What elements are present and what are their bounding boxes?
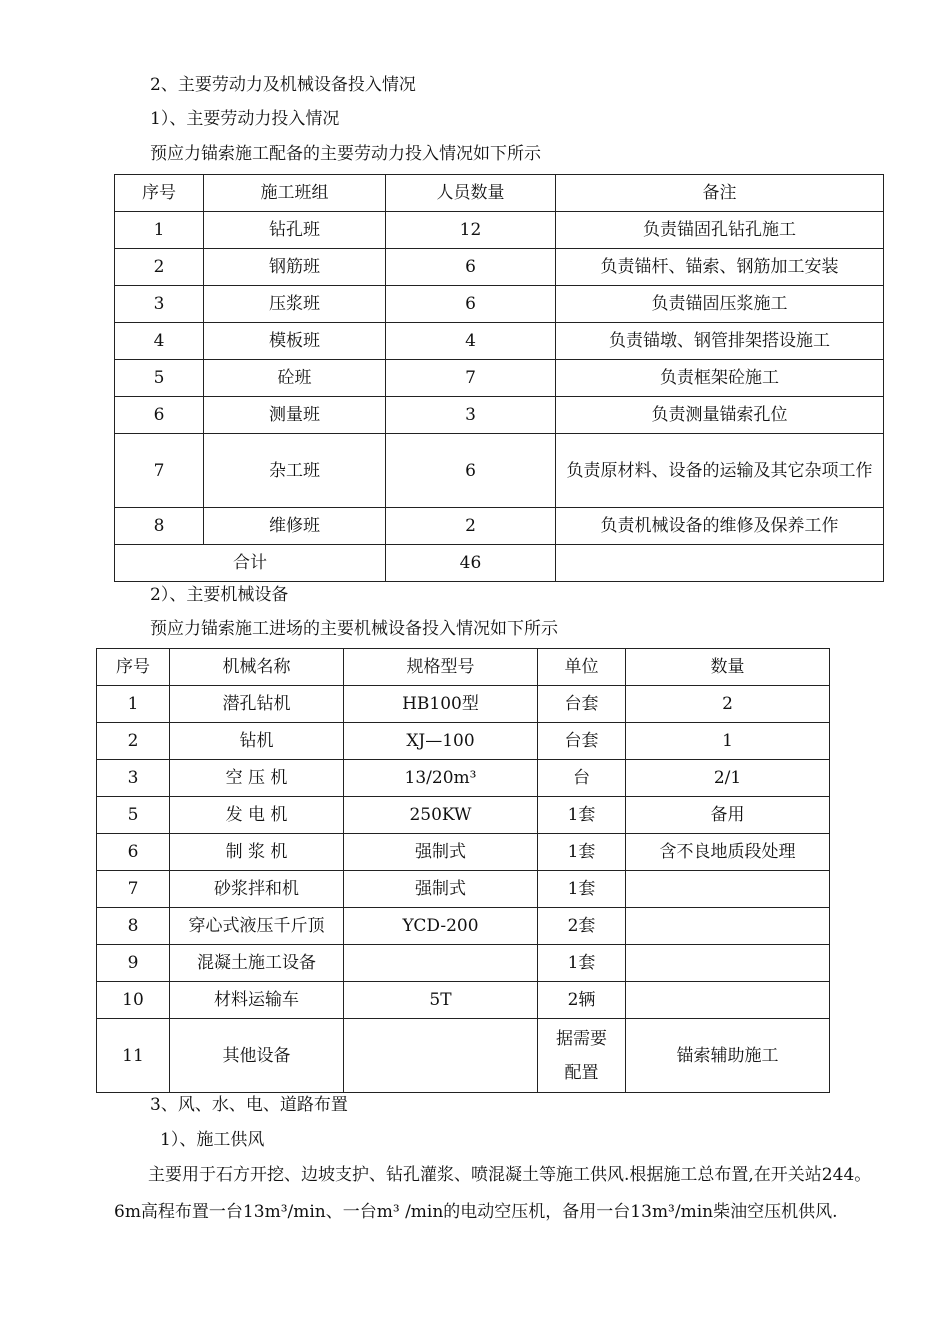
labor-row <box>115 360 884 397</box>
equipment-cell: 10 <box>97 982 170 1019</box>
labor-cell: 4 <box>115 323 204 360</box>
labor-cell: 钢筋班 <box>204 249 386 286</box>
labor-row <box>115 286 884 323</box>
equipment-row <box>97 945 830 982</box>
air-supply-subheading: 1）、施工供风 <box>160 1130 265 1150</box>
equipment-cell: XJ—100 <box>344 723 538 760</box>
equipment-cell: 穿心式液压千斤顶 <box>170 908 344 945</box>
equipment-cell: 砂浆拌和机 <box>170 871 344 908</box>
equipment-cell: 其他设备 <box>170 1019 344 1093</box>
equipment-cell: 13/20m³ <box>344 760 538 797</box>
labor-cell: 压浆班 <box>204 286 386 323</box>
equipment-cell: 含不良地质段处理 <box>626 834 830 871</box>
labor-cell: 8 <box>115 508 204 545</box>
equipment-table <box>96 648 830 1093</box>
labor-row <box>115 508 884 545</box>
labor-total-value: 46 <box>386 545 556 582</box>
labor-cell: 5 <box>115 360 204 397</box>
equipment-row <box>97 908 830 945</box>
equipment-cell: 台套 <box>538 723 626 760</box>
labor-cell: 负责锚墩、钢管排架搭设施工 <box>556 323 884 360</box>
equipment-cell <box>626 945 830 982</box>
labor-header-cell: 备注 <box>556 175 884 212</box>
equipment-cell: 2套 <box>538 908 626 945</box>
equipment-cell: 发 电 机 <box>170 797 344 834</box>
labor-cell: 6 <box>386 434 556 508</box>
equipment-cell: 钻机 <box>170 723 344 760</box>
equipment-row <box>97 797 830 834</box>
labor-cell: 负责机械设备的维修及保养工作 <box>556 508 884 545</box>
equipment-cell: 混凝土施工设备 <box>170 945 344 982</box>
labor-cell: 负责锚固孔钻孔施工 <box>556 212 884 249</box>
labor-header-cell: 序号 <box>115 175 204 212</box>
equipment-cell: 空 压 机 <box>170 760 344 797</box>
equipment-row <box>97 982 830 1019</box>
labor-cell: 7 <box>115 434 204 508</box>
labor-cell: 6 <box>386 249 556 286</box>
equipment-cell: 9 <box>97 945 170 982</box>
labor-total-row <box>115 545 884 582</box>
equipment-cell: 1套 <box>538 871 626 908</box>
equipment-cell: 5T <box>344 982 538 1019</box>
equipment-cell: 台 <box>538 760 626 797</box>
equipment-cell <box>344 945 538 982</box>
equipment-cell <box>344 1019 538 1093</box>
equipment-cell: 强制式 <box>344 834 538 871</box>
labor-intro: 预应力锚索施工配备的主要劳动力投入情况如下所示 <box>150 144 541 164</box>
section-3-heading: 3、风、水、电、道路布置 <box>150 1095 348 1115</box>
equipment-header-cell: 序号 <box>97 649 170 686</box>
labor-table <box>114 174 884 582</box>
equipment-cell: 潜孔钻机 <box>170 686 344 723</box>
equipment-row <box>97 871 830 908</box>
labor-total-label: 合计 <box>115 545 386 582</box>
labor-cell: 负责锚固压浆施工 <box>556 286 884 323</box>
equipment-cell: 材料运输车 <box>170 982 344 1019</box>
labor-row <box>115 212 884 249</box>
labor-cell: 6 <box>115 397 204 434</box>
equipment-header-cell: 数量 <box>626 649 830 686</box>
equipment-cell: 锚索辅助施工 <box>626 1019 830 1093</box>
equipment-cell: 制 浆 机 <box>170 834 344 871</box>
equipment-cell: 强制式 <box>344 871 538 908</box>
labor-cell: 杂工班 <box>204 434 386 508</box>
equipment-cell <box>626 982 830 1019</box>
equipment-cell: 2/1 <box>626 760 830 797</box>
labor-row <box>115 323 884 360</box>
equipment-cell: YCD-200 <box>344 908 538 945</box>
equipment-row <box>97 723 830 760</box>
labor-cell: 维修班 <box>204 508 386 545</box>
labor-row <box>115 434 884 508</box>
equipment-cell: 250KW <box>344 797 538 834</box>
equipment-cell: 据需要配置 <box>538 1019 626 1093</box>
equipment-cell <box>626 871 830 908</box>
equipment-header-row <box>97 649 830 686</box>
labor-cell: 负责锚杆、锚索、钢筋加工安装 <box>556 249 884 286</box>
equipment-cell: 6 <box>97 834 170 871</box>
labor-cell: 负责原材料、设备的运输及其它杂项工作 <box>556 434 884 508</box>
equipment-intro: 预应力锚索施工进场的主要机械设备投入情况如下所示 <box>150 619 558 639</box>
labor-cell: 12 <box>386 212 556 249</box>
equipment-cell: 1 <box>97 686 170 723</box>
equipment-cell: HB100型 <box>344 686 538 723</box>
labor-cell: 砼班 <box>204 360 386 397</box>
equipment-row <box>97 1019 830 1093</box>
equipment-cell: 2 <box>97 723 170 760</box>
labor-header-row <box>115 175 884 212</box>
labor-cell: 4 <box>386 323 556 360</box>
equipment-cell: 1套 <box>538 797 626 834</box>
equipment-header-cell: 单位 <box>538 649 626 686</box>
labor-cell: 7 <box>386 360 556 397</box>
labor-total-note <box>556 545 884 582</box>
labor-row <box>115 249 884 286</box>
equipment-cell: 2 <box>626 686 830 723</box>
labor-cell: 3 <box>115 286 204 323</box>
labor-cell: 钻孔班 <box>204 212 386 249</box>
labor-cell: 测量班 <box>204 397 386 434</box>
labor-header-cell: 人员数量 <box>386 175 556 212</box>
equipment-cell: 备用 <box>626 797 830 834</box>
equipment-cell: 1 <box>626 723 830 760</box>
labor-cell: 6 <box>386 286 556 323</box>
equipment-cell: 11 <box>97 1019 170 1093</box>
equipment-subheading: 2）、主要机械设备 <box>150 585 289 605</box>
equipment-cell: 8 <box>97 908 170 945</box>
labor-cell: 模板班 <box>204 323 386 360</box>
air-supply-paragraph: 主要用于石方开挖、边坡支护、钻孔灌浆、喷混凝土等施工供风.根据施工总布置,在开关站244。6m高程布置一台13m³/min、一台m³ /min的电动空压机，备用一台13m³/min柴油空压机供风. <box>114 1165 872 1222</box>
equipment-cell: 1套 <box>538 834 626 871</box>
equipment-cell: 3 <box>97 760 170 797</box>
equipment-cell: 台套 <box>538 686 626 723</box>
labor-cell: 2 <box>386 508 556 545</box>
equipment-cell <box>626 908 830 945</box>
equipment-row <box>97 760 830 797</box>
labor-subheading: 1）、主要劳动力投入情况 <box>150 109 340 129</box>
equipment-header-cell: 规格型号 <box>344 649 538 686</box>
labor-row <box>115 397 884 434</box>
labor-cell: 负责框架砼施工 <box>556 360 884 397</box>
equipment-cell: 2辆 <box>538 982 626 1019</box>
labor-cell: 1 <box>115 212 204 249</box>
equipment-row <box>97 834 830 871</box>
equipment-cell: 5 <box>97 797 170 834</box>
labor-cell: 负责测量锚索孔位 <box>556 397 884 434</box>
labor-cell: 2 <box>115 249 204 286</box>
labor-cell: 3 <box>386 397 556 434</box>
equipment-header-cell: 机械名称 <box>170 649 344 686</box>
equipment-row <box>97 686 830 723</box>
equipment-cell: 1套 <box>538 945 626 982</box>
equipment-cell: 7 <box>97 871 170 908</box>
labor-header-cell: 施工班组 <box>204 175 386 212</box>
section-2-heading: 2、主要劳动力及机械设备投入情况 <box>150 75 416 95</box>
